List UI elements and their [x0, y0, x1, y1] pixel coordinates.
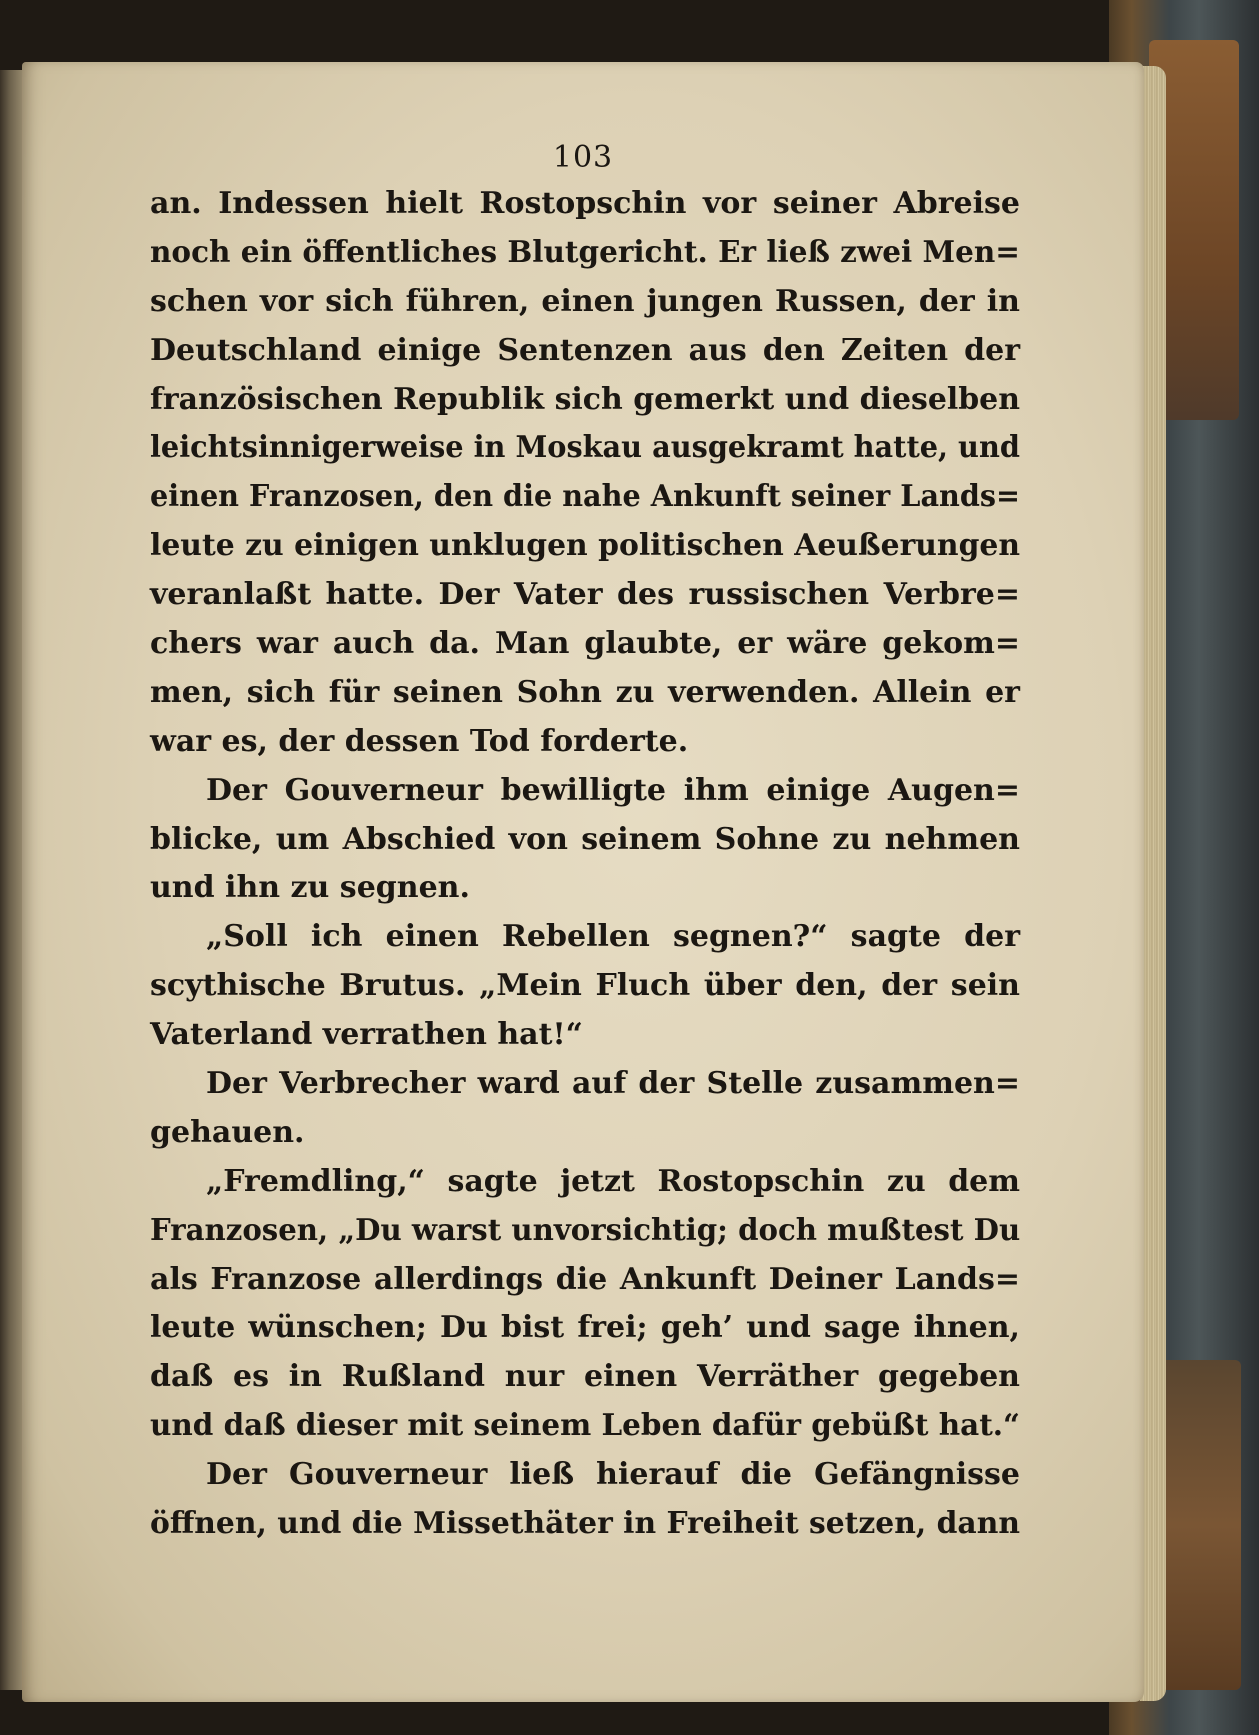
text-line: Vaterland verrathen hat!“ — [150, 1017, 583, 1053]
book-page — [22, 62, 1144, 1702]
text-line: Deutschland einige Sentenzen aus den Zeiten der — [150, 332, 1020, 368]
text-line: blicke, um Abschied von seinem Sohne zu nehmen — [150, 821, 1020, 857]
body-text — [150, 180, 1020, 1549]
text-line: und ihn zu segnen. — [150, 870, 470, 906]
text-line: und daß dieser mit seinem Leben dafür gebüßt hat.“ — [150, 1408, 1020, 1444]
page-number: 103 — [552, 140, 614, 175]
text-line: Der Gouverneur ließ hierauf die Gefängnisse — [206, 1457, 1020, 1493]
text-line: leichtsinnigerweise in Moskau ausgekramt hatte, und — [150, 430, 1020, 466]
text-line: chers war auch da. Man glaubte, er wäre gekom= — [150, 626, 1020, 662]
text-line: „Fremdling,“ sagte jetzt Rostopschin zu dem — [206, 1163, 1020, 1199]
text-line: Franzosen, „Du warst unvorsichtig; doch mußtest Du — [150, 1212, 1021, 1248]
text-line: noch ein öffentliches Blutgericht. Er ließ zwei Men= — [150, 234, 1020, 270]
text-line: schen vor sich führen, einen jungen Russen, der in — [150, 283, 1020, 319]
text-line: „Soll ich einen Rebellen segnen?“ sagte der — [206, 919, 1020, 955]
text-line: öffnen, und die Missethäter in Freiheit setzen, dann — [150, 1506, 1020, 1542]
text-line: einen Franzosen, den die nahe Ankunft seiner Lands= — [150, 479, 1021, 515]
text-line: veranlaßt hatte. Der Vater des russischen Verbre= — [150, 577, 1020, 613]
text-line: daß es in Rußland nur einen Verräther gegeben — [150, 1359, 1020, 1395]
text-line: war es, der dessen Tod forderte. — [150, 723, 689, 759]
text-line: an. Indessen hielt Rostopschin vor seiner Abreise — [150, 186, 1020, 221]
text-line: Der Gouverneur bewilligte ihm einige Augen= — [206, 772, 1020, 808]
text-line: scythische Brutus. „Mein Fluch über den, der sein — [150, 968, 1020, 1004]
text-line: französischen Republik sich gemerkt und dieselben — [150, 381, 1020, 417]
text-line: leute wünschen; Du bist frei; geh’ und sage ihnen, — [150, 1310, 1020, 1346]
previous-page-edge — [0, 70, 24, 1690]
text-line: men, sich für seinen Sohn zu verwenden. Allein er — [150, 674, 1020, 710]
text-line: gehauen. — [150, 1114, 305, 1150]
text-line: leute zu einigen unklugen politischen Aeußerungen — [150, 528, 1021, 564]
text-line: als Franzose allerdings die Ankunft Deiner Lands= — [150, 1261, 1020, 1297]
text-line: Der Verbrecher ward auf der Stelle zusammen= — [206, 1066, 1020, 1102]
